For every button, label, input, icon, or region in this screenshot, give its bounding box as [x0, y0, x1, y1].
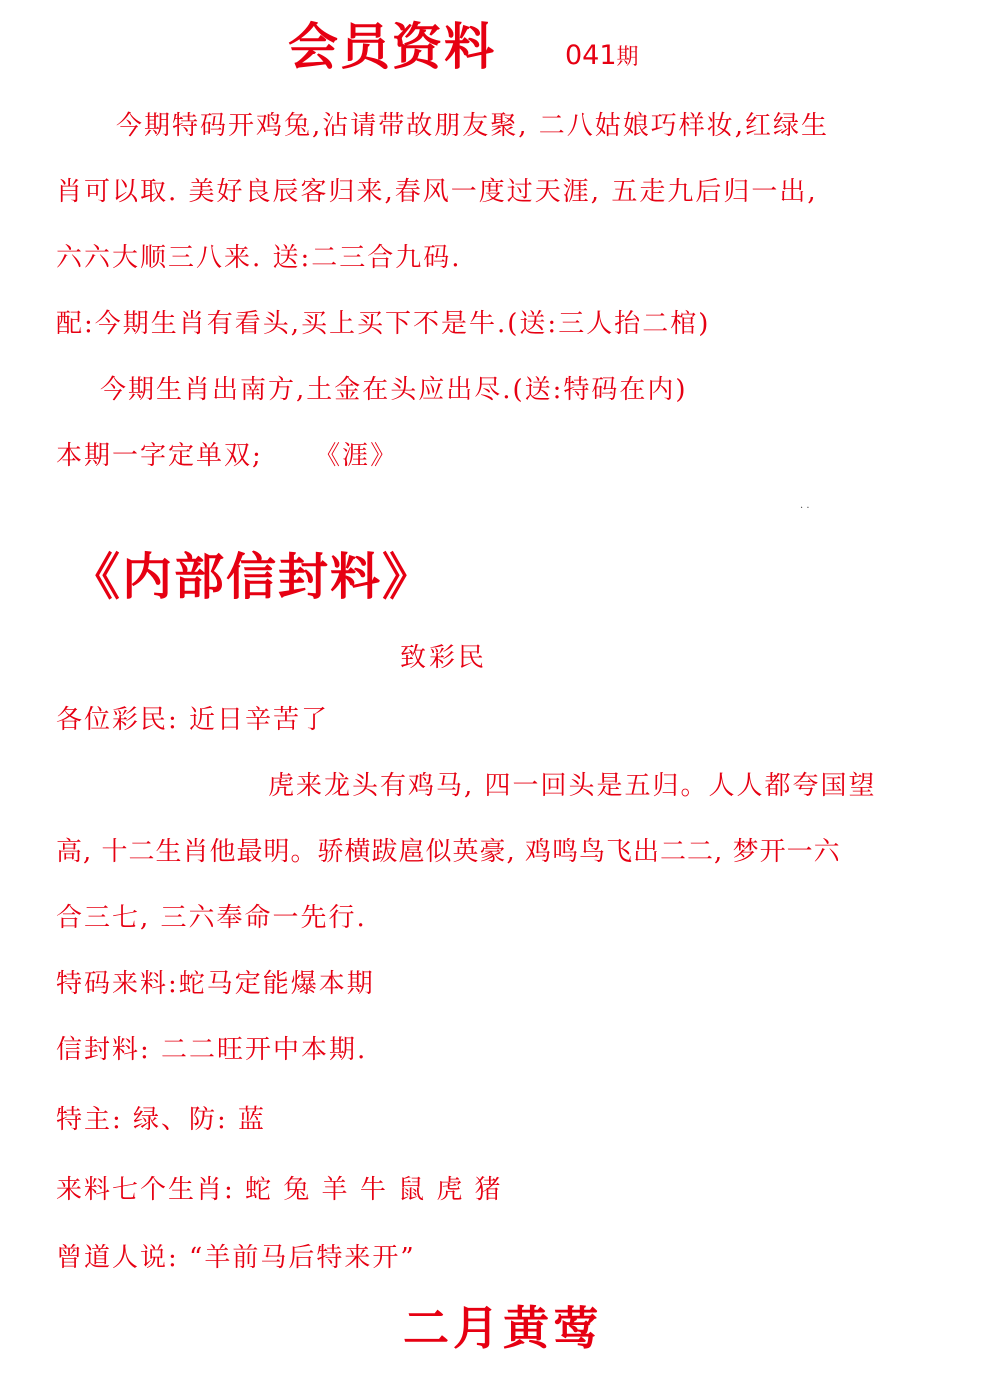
letter-text-line: 虎来龙头有鸡马, 四一回头是五归。人人都夸国望: [268, 771, 877, 801]
letter-text-line: 特主: 绿、防: 蓝: [56, 1105, 267, 1135]
section-title: 《内部信封料》: [70, 547, 434, 606]
letter-text-line: 高, 十二生肖他最明。骄横跋扈似英豪, 鸡鸣鸟飞出二二, 梦开一六: [56, 837, 841, 867]
letter-text-line: 特码来料:蛇马定能爆本期: [56, 969, 375, 999]
letter-text-line: 信封料: 二二旺开中本期.: [56, 1035, 368, 1065]
member-text-line: 肖可以取. 美好良辰客归来,春风一度过天涯, 五走九后归一出,: [56, 177, 818, 207]
issue-number: 041: [565, 40, 617, 71]
letter-text-line: 曾道人说: “羊前马后特来开”: [56, 1243, 416, 1273]
letter-text-line: 来料七个生肖: 蛇 兔 羊 牛 鼠 虎 猪: [56, 1175, 503, 1205]
letter-text-line: 合三七, 三六奉命一先行.: [56, 903, 367, 933]
member-text-line: 今期生肖出南方,土金在头应出尽.(送:特码在内): [100, 375, 688, 405]
stray-dots: · ·: [800, 503, 810, 514]
member-text-line: 本期一字定单双; 《涯》: [56, 441, 399, 471]
letter-text-line: 各位彩民: 近日辛苦了: [56, 705, 330, 735]
member-text-line: 配:今期生肖有看头,买上买下不是牛.(送:三人抬二棺): [56, 309, 711, 339]
signature: 二月黄莺: [403, 1301, 603, 1355]
page-title: 会员资料: [288, 17, 496, 76]
issue-label: [565, 38, 639, 76]
member-text-line: 今期特码开鸡兔,沾请带故朋友聚, 二八姑娘巧样妆,红绿生: [116, 111, 830, 141]
letter-subtitle: 致彩民: [400, 643, 488, 673]
issue-suffix: 期: [616, 45, 639, 70]
member-text-line: 六六大顺三八来. 送:二三合九码.: [56, 243, 462, 273]
